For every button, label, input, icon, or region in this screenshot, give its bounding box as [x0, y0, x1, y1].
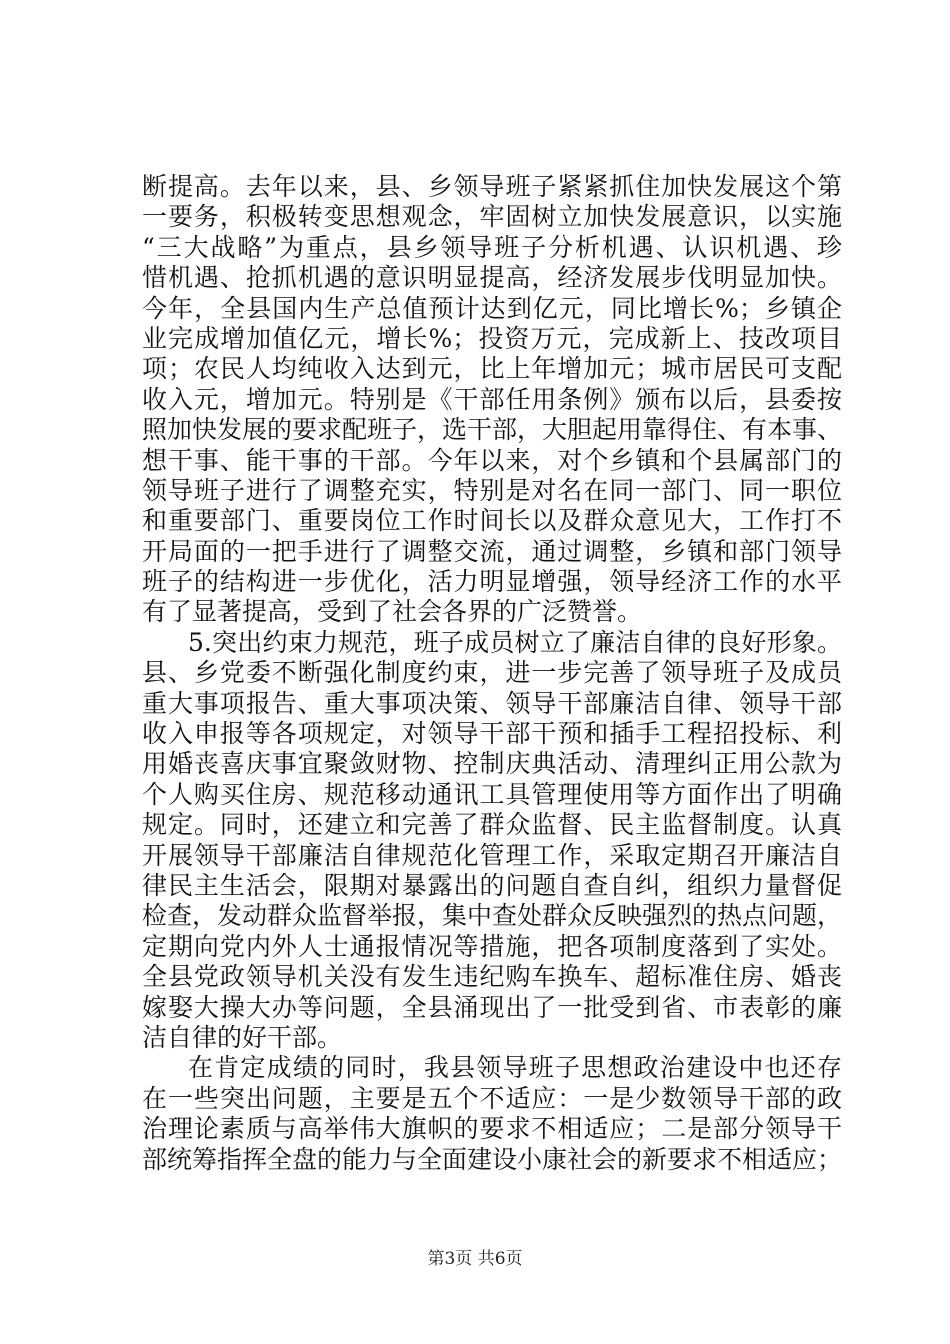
text-line: 有了显著提高，受到了社会各界的广泛赞誉。 — [142, 597, 643, 627]
text-line: 在一些突出问题，主要是五个不适应：一是少数领导干部的政 — [142, 1083, 842, 1113]
text-line: 重大事项报告、重大事项决策、领导干部廉洁自律、领导干部 — [142, 688, 842, 718]
text-line: 开局面的一把手进行了调整交流，通过调整，乡镇和部门领导 — [142, 536, 842, 566]
text-line: 班子的结构进一步优化，活力明显增强，领导经济工作的水平 — [142, 567, 842, 597]
text-line: 照加快发展的要求配班子，选干部，大胆起用靠得住、有本事、 — [142, 415, 843, 445]
text-line: 全县党政领导机关没有发生违纪购车换车、超标准住房、婚丧 — [142, 962, 842, 992]
text-line: 定期向党内外人士通报情况等措施，把各项制度落到了实处。 — [142, 931, 842, 961]
text-line: 规定。同时，还建立和完善了群众监督、民主监督制度。认真 — [142, 810, 842, 840]
text-line: 领导班子进行了调整充实，特别是对名在同一部门、同一职位 — [142, 475, 842, 505]
text-line: 部统筹指挥全盘的能力与全面建设小康社会的新要求不相适应； — [142, 1144, 843, 1174]
text-line: 想干事、能干事的干部。今年以来，对个乡镇和个县属部门的 — [142, 445, 842, 475]
document-body — [142, 172, 842, 1175]
text-line: 治理论素质与高举伟大旗帜的要求不相适应；二是部分领导干 — [142, 1114, 842, 1144]
text-line: 和重要部门、重要岗位工作时间长以及群众意见大，工作打不 — [142, 506, 842, 536]
text-line: 检查，发动群众监督举报，集中查处群众反映强烈的热点问题， — [142, 901, 843, 931]
page-number-footer: 第3页 共6页 — [427, 1249, 523, 1269]
text-line: 项；农民人均纯收入达到元，比上年增加元；城市居民可支配 — [142, 354, 842, 384]
text-line: 县、乡党委不断强化制度约束，进一步完善了领导班子及成员 — [142, 658, 842, 688]
text-line: 开展领导干部廉洁自律规范化管理工作，采取定期召开廉洁自 — [142, 840, 842, 870]
text-line: 收入申报等各项规定，对领导干部干预和插手工程招投标、利 — [142, 719, 842, 749]
text-line: 用婚丧喜庆事宜聚敛财物、控制庆典活动、清理纠正用公款为 — [142, 749, 842, 779]
section-heading-line: 5.突出约束力规范，班子成员树立了廉洁自律的良好形象。 — [188, 627, 842, 657]
text-line: “三大战略”为重点，县乡领导班子分析机遇、认识机遇、珍 — [142, 232, 842, 262]
text-line: 洁自律的好干部。 — [142, 1022, 343, 1052]
text-line: 嫁娶大操大办等问题，全县涌现出了一批受到省、市表彰的廉 — [142, 992, 842, 1022]
text-line: 今年，全县国内生产总值预计达到亿元，同比增长%；乡镇企 — [142, 293, 842, 323]
text-line: 律民主生活会，限期对暴露出的问题自查自纠，组织力量督促 — [142, 870, 842, 900]
text-line: 惜机遇、抢抓机遇的意识明显提高，经济发展步伐明显加快。 — [142, 263, 842, 293]
paragraph-start-line: 在肯定成绩的同时，我县领导班子思想政治建设中也还存 — [188, 1053, 842, 1083]
text-line: 收入元，增加元。特别是《干部任用条例》颁布以后，县委按 — [142, 384, 842, 414]
text-line: 一要务，积极转变思想观念，牢固树立加快发展意识，以实施 — [142, 202, 842, 232]
text-line: 个人购买住房、规范移动通讯工具管理使用等方面作出了明确 — [142, 779, 842, 809]
text-line: 断提高。去年以来，县、乡领导班子紧紧抓住加快发展这个第 — [142, 172, 842, 201]
text-line: 业完成增加值亿元，增长%；投资万元，完成新上、技改项目 — [142, 323, 842, 353]
